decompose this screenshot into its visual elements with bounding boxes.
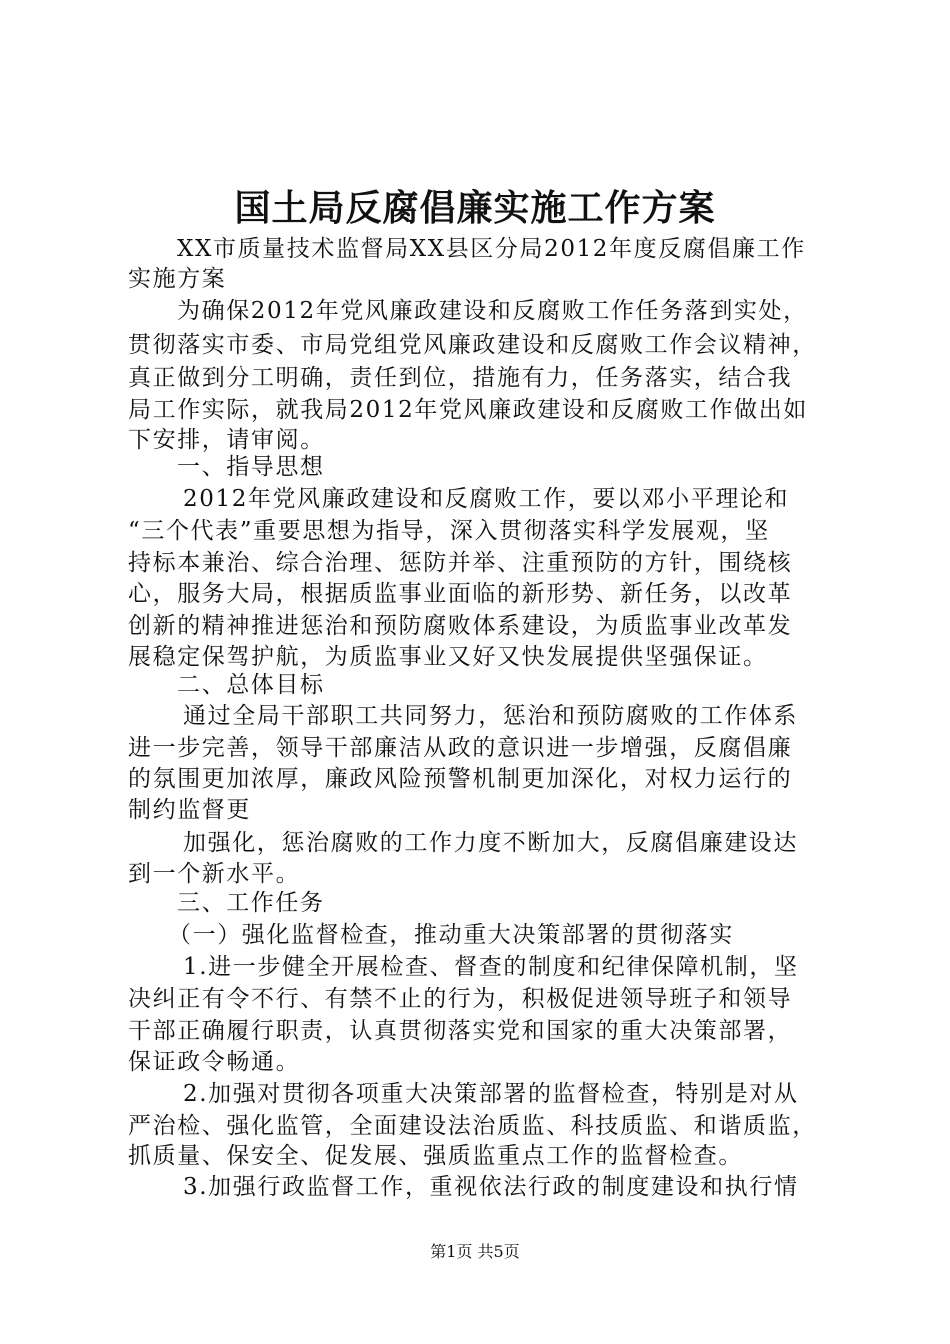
section-heading: 三、工作任务: [177, 890, 325, 916]
text-line: 创新的精神推进惩治和预防腐败体系建设，为质监事业改革发: [128, 613, 793, 639]
text-line: 通过全局干部职工共同努力，惩治和预防腐败的工作体系: [183, 703, 798, 729]
text-line: 加强化，惩治腐败的工作力度不断加大，反腐倡廉建设达: [183, 830, 798, 856]
text-line: 抓质量、保安全、促发展、强质监重点工作的监督检查。: [128, 1143, 743, 1169]
text-line: 为确保2012年党风廉政建设和反腐败工作任务落到实处，: [177, 298, 808, 324]
text-line: 持标本兼治、综合治理、惩防并举、注重预防的方针，围绕核: [128, 550, 793, 576]
text-line: 进一步完善，领导干部廉洁从政的意识进一步增强，反腐倡廉: [128, 735, 793, 761]
text-line: 1.进一步健全开展检查、督查的制度和纪律保障机制，坚: [183, 954, 799, 980]
text-line: 实施方案: [128, 266, 227, 292]
text-line: 局工作实际，就我局2012年党风廉政建设和反腐败工作做出如: [128, 397, 808, 423]
text-line: 制约监督更: [128, 797, 251, 823]
section-heading: 一、指导思想: [177, 454, 325, 480]
text-line: 真正做到分工明确，责任到位，措施有力，任务落实，结合我: [128, 365, 793, 391]
text-line: “三个代表”重要思想为指导，深入贯彻落实科学发展观，坚: [128, 518, 770, 544]
text-line: 展稳定保驾护航，为质监事业又好又快发展提供坚强保证。: [128, 644, 768, 670]
text-line: 干部正确履行职责，认真贯彻落实党和国家的重大决策部署，: [128, 1018, 793, 1044]
text-line: 贯彻落实市委、市局党组党风廉政建设和反腐败工作会议精神，: [128, 332, 817, 358]
subsection-heading: （一）强化监督检查，推动重大决策部署的贯彻落实: [168, 922, 734, 948]
document-title: 国土局反腐倡廉实施工作方案: [234, 187, 716, 229]
text-line: 心，服务大局，根据质监事业面临的新形势、新任务，以改革: [128, 581, 793, 607]
text-line: 到一个新水平。: [128, 861, 301, 887]
page-number-footer: 第1页 共5页: [430, 1242, 520, 1261]
text-line: 严治检、强化监管，全面建设法治质监、科技质监、和谐质监，: [128, 1113, 817, 1139]
text-line: 2012年党风廉政建设和反腐败工作，要以邓小平理论和: [183, 486, 790, 512]
text-line: 下安排，请审阅。: [128, 427, 325, 453]
text-line: 保证政令畅通。: [128, 1049, 301, 1075]
text-line: 3.加强行政监督工作，重视依法行政的制度建设和执行情: [183, 1174, 799, 1200]
text-line: 决纠正有令不行、有禁不止的行为，积极促进领导班子和领导: [128, 986, 793, 1012]
section-heading: 二、总体目标: [177, 672, 325, 698]
text-line: 2.加强对贯彻各项重大决策部署的监督检查，特别是对从: [183, 1081, 799, 1107]
text-line: 的氛围更加浓厚，廉政风险预警机制更加深化，对权力运行的: [128, 766, 793, 792]
text-line: XX市质量技术监督局XX县区分局2012年度反腐倡廉工作: [177, 236, 806, 262]
